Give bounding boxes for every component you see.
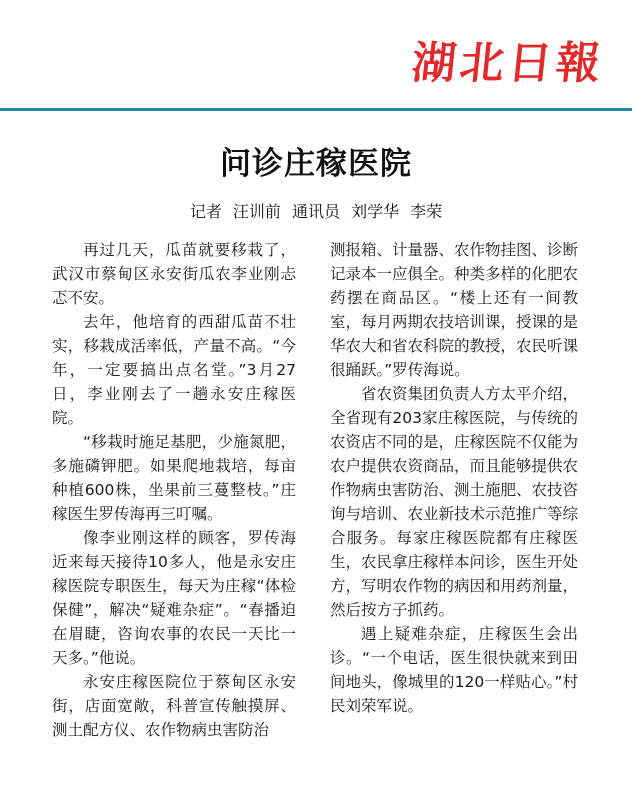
newspaper-masthead: 湖北日報 [409, 38, 607, 89]
paragraph: 像李业刚这样的顾客，罗传海近来每天接待10多人，他是永安庄稼医院专职医生，每天为庄稼“体检保健”，解决“疑难杂症”。“春播迫在眉睫，咨询农事的农民一天比一天多。”他说。 [52, 529, 296, 667]
paragraph: 遇上疑难杂症，庄稼医生会出诊。“一个电话，医生很快就来到田间地头，像城里的120一样贴心。”村民刘荣军说。 [330, 625, 578, 715]
paragraph: 去年，他培育的西甜瓜苗不壮实，移栽成活率低，产量不高。“今年，一定要搞出点名堂。”3月27日，李业刚去了一趟永安庄稼医院。 [52, 313, 296, 427]
article-column-left [52, 238, 296, 742]
article-column-right [330, 238, 578, 718]
paragraph: 再过几天，瓜苗就要移栽了，武汉市蔡甸区永安街瓜农李业刚忐忑不安。 [52, 241, 296, 307]
paragraph: 省农资集团负责人方太平介绍，全省现有203家庄稼医院，与传统的农资店不同的是，庄稼医院不仅能为农户提供农资商品，而且能够提供农作物病虫害防治、测土施肥、农技咨询与培训、农业新技术示范推广等综合服务。每家庄稼医院都有庄稼医生，农民拿庄稼样本问诊，医生开处方，写明农作物的病因和用药剂量，然后按方子抓药。 [330, 385, 579, 619]
paragraph: “移栽时施足基肥，少施氮肥，多施磷钾肥。如果爬地栽培，每亩种植600株，坐果前三蔓整枝。”庄稼医生罗传海再三叮嘱。 [52, 433, 296, 523]
article-byline: 记者 汪训前 通讯员 刘学华 李荣 [189, 202, 443, 221]
header-rule [0, 108, 632, 111]
paragraph-continued: 测报箱、计量器、农作物挂图、诊断记录本一应俱全。种类多样的化肥农药摆在商品区。“楼上还有一间教室，每月两期农技培训课，授课的是华农大和省农科院的教授，农民听课很踊跃。”罗传海说。 [330, 241, 579, 379]
article-headline: 问诊庄稼医院 [220, 146, 412, 182]
paragraph: 永安庄稼医院位于蔡甸区永安街，店面宽敞，科普宣传触摸屏、测土配方仪、农作物病虫害防治 [52, 673, 296, 739]
